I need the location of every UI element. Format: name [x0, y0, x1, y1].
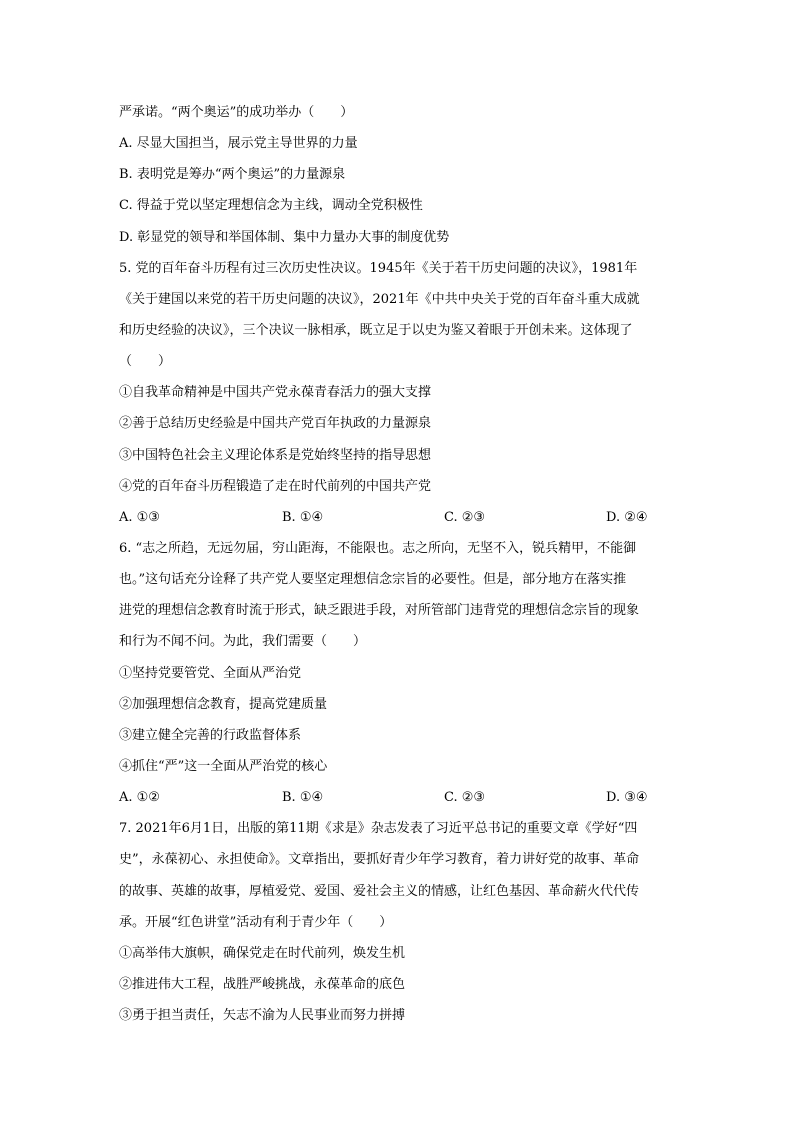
q5-choice-a: A. ①③	[119, 510, 160, 525]
q4-option-a: A. 尽显大国担当，展示党主导世界的力量	[119, 136, 358, 151]
q6-stem-line-4: 和行为不闻不问。为此，我们需要（ ）	[119, 634, 367, 649]
q6-stem-line-2: 也。”这句话充分诠释了共产党人要坚定理想信念宗旨的必要性。但是，部分地方在落实推	[119, 572, 627, 587]
q4-option-d: D. 彰显党的领导和举国体制、集中力量办大事的制度优势	[119, 230, 450, 245]
q5-stem-line-2: 《关于建国以来党的若干历史问题的决议》，2021年《中共中央关于党的百年奋斗重大成就	[119, 292, 640, 307]
q6-statement-4: ④抓住“严”这一全面从严治党的核心	[119, 759, 328, 774]
q5-stem-line-4: （ ）	[119, 354, 172, 369]
q5-stem-line-3: 和历史经验的决议》，三个决议一脉相承，既立足于以史为鉴又着眼于开创未来。这体现了	[119, 323, 633, 338]
q7-statement-2: ②推进伟大工程，战胜严峻挑战，永葆革命的底色	[119, 977, 406, 992]
q5-choice-d: D. ②④	[606, 510, 648, 525]
q4-stem-tail: 严承诺。“两个奥运”的成功举办（ ）	[119, 105, 354, 120]
q4-option-b: B. 表明党是筹办“两个奥运”的力量源泉	[119, 167, 346, 182]
q5-stem-line-1: 5. 党的百年奋斗历程有过三次历史性决议。1945年《关于若干历史问题的决议》，1981年	[119, 261, 638, 276]
q6-choice-c: C. ②③	[444, 790, 486, 805]
q7-statement-1: ①高举伟大旗帜，确保党走在时代前列，焕发生机	[119, 946, 406, 961]
q5-choice-b: B. ①④	[282, 510, 324, 525]
q6-statement-3: ③建立健全完善的行政监督体系	[119, 728, 302, 743]
q6-choice-d: D. ③④	[606, 790, 648, 805]
q6-statement-1: ①坚持党要管党、全面从严治党	[119, 666, 302, 681]
q6-stem-line-1: 6. “志之所趋，无远勿届，穷山距海，不能限也。志之所向，无坚不入，锐兵精甲，不能御	[119, 541, 637, 556]
q5-statement-2: ②善于总结历史经验是中国共产党百年执政的力量源泉	[119, 416, 432, 431]
q6-statement-2: ②加强理想信念教育，提高党建质量	[119, 697, 328, 712]
q7-statement-3: ③勇于担当责任，矢志不渝为人民事业而努力拼搏	[119, 1008, 406, 1023]
q7-stem-line-1: 7. 2021年6月1日，出版的第11期《求是》杂志发表了习近平总书记的重要文章《学好“四	[119, 821, 638, 836]
q6-choice-b: B. ①④	[282, 790, 324, 805]
q6-stem-line-3: 进党的理想信念教育时流于形式，缺乏跟进手段，对所管部门违背党的理想信念宗旨的现象	[119, 603, 640, 618]
q5-choice-c: C. ②③	[444, 510, 486, 525]
q7-stem-line-2: 史”，永葆初心、永担使命》。文章指出，要抓好青少年学习教育，着力讲好党的故事、革命	[119, 852, 640, 867]
q6-choice-a: A. ①②	[119, 790, 160, 805]
q7-stem-line-4: 承。开展“红色讲堂”活动有利于青少年（ ）	[119, 915, 393, 930]
q5-statement-1: ①自我革命精神是中国共产党永葆青春活力的强大支撑	[119, 385, 432, 400]
q4-option-c: C. 得益于党以坚定理想信念为主线，调动全党积极性	[119, 198, 423, 213]
q5-statement-3: ③中国特色社会主义理论体系是党始终坚持的指导思想	[119, 448, 432, 463]
q7-stem-line-3: 的故事、英雄的故事，厚植爱党、爱国、爱社会主义的情感，让红色基因、革命薪火代代传	[119, 884, 640, 899]
q5-statement-4: ④党的百年奋斗历程锻造了走在时代前列的中国共产党	[119, 479, 432, 494]
